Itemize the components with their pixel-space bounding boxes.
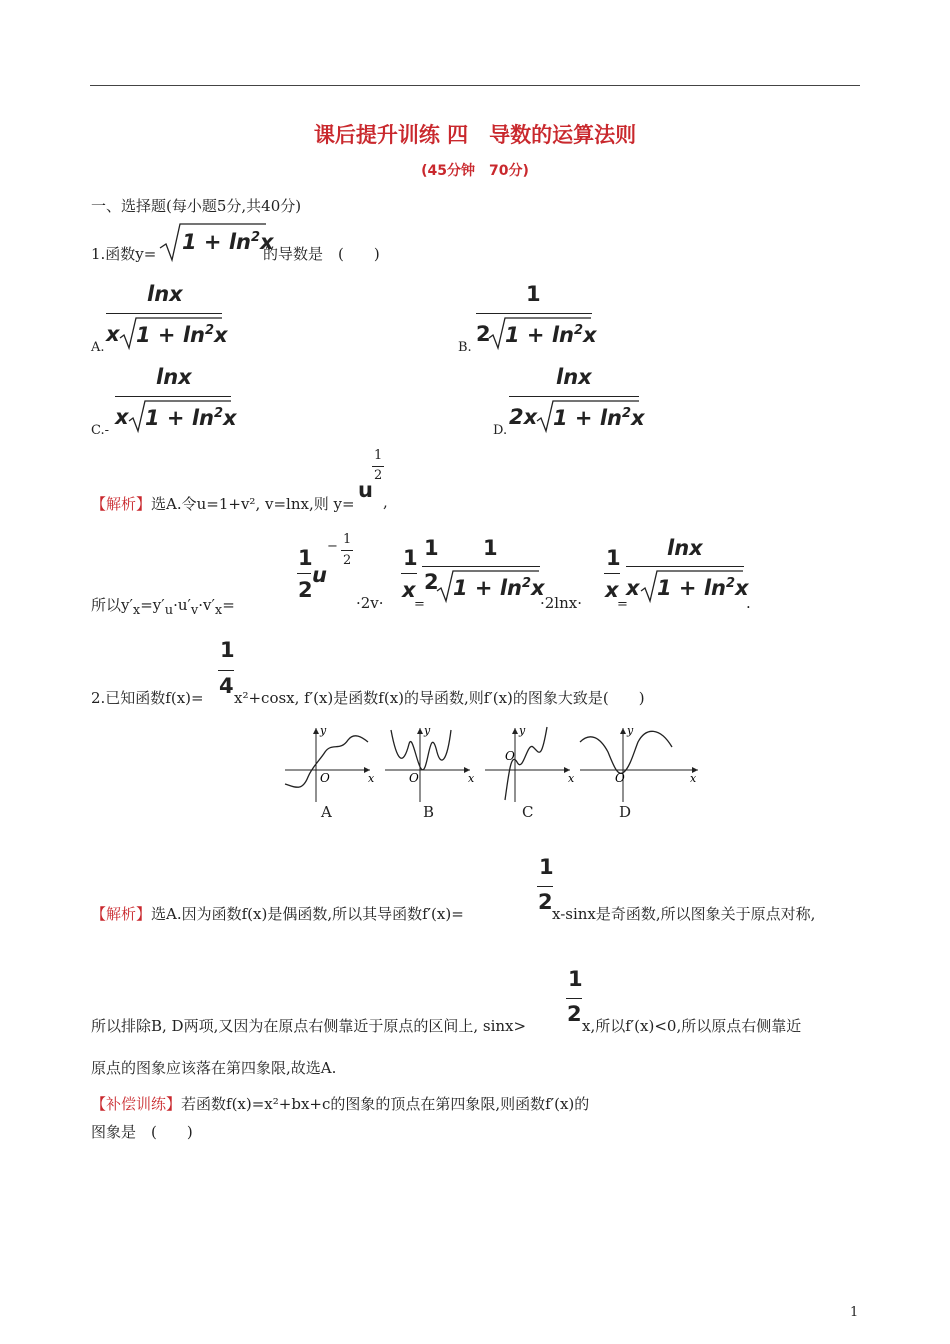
q1-analysis-exp-den: 2	[374, 468, 383, 483]
q2-analysis-line1b: x-sinx是奇函数,所以图象关于原点对称,	[552, 905, 816, 923]
q1-chain-neg: −	[327, 539, 338, 554]
q1-radicand: $1 + \ln^2x$	[182, 230, 274, 254]
q2-stem-suffix: x²+cosx, f′(x)是函数f(x)的导函数,则f′(x)的图象大致是( )	[234, 689, 645, 707]
q1-chain-b-radicand: $1 + \ln^2x$	[453, 576, 545, 600]
q1-option-c-numerator: lnx	[156, 365, 192, 389]
graph-c-axis-x: x	[568, 772, 575, 785]
q2-analysis-half-den: 2	[538, 890, 553, 914]
q1-chain-d-radicand: $1 + \ln^2x$	[657, 576, 749, 600]
analysis-tag: 【解析】	[91, 495, 152, 513]
q1-option-a-label: A.	[91, 340, 105, 355]
q2-quarter-bar	[218, 670, 234, 671]
bonus-tag: 【补偿训练】	[91, 1095, 182, 1113]
q1-chain-exp-num: 1	[343, 532, 352, 547]
q1-option-b-fraction-bar	[476, 313, 592, 314]
q1-option-a-x: x	[106, 322, 120, 346]
page-subtitle: (45分钟 70分)	[421, 163, 529, 179]
q2-analysis-half-num: 1	[539, 855, 554, 879]
page-number: 1	[850, 1305, 859, 1320]
q1-chain-1x-den: x	[402, 578, 416, 602]
q1-chain-eq2: =	[617, 597, 628, 612]
section-heading: 一、选择题(每小题5分,共40分)	[91, 197, 302, 215]
q1-chain-period: .	[746, 594, 751, 612]
graph-d-label: D	[619, 803, 632, 821]
q1-chain-d-bar	[626, 566, 744, 567]
q1-chain-exp-bar	[341, 550, 353, 551]
graph-c-origin: O	[505, 749, 515, 763]
q1-chain-b-bar	[438, 566, 540, 567]
q1-chain-half-bar	[297, 573, 311, 574]
q1-option-d-label: D.	[493, 423, 508, 438]
q2-analysis-half2-den: 2	[567, 1002, 582, 1026]
q1-chain-u: u	[312, 563, 327, 587]
q2-quarter-den: 4	[219, 674, 234, 698]
graph-a-origin: O	[320, 771, 330, 785]
q2-analysis-line2b: x,所以f′(x)<0,所以原点右侧靠近	[582, 1017, 802, 1035]
graph-a-axis-x: x	[368, 772, 375, 785]
q1-chain-1x-num: 1	[403, 546, 418, 570]
graph-a-label: A	[321, 803, 332, 821]
q2-analysis-half2-bar	[566, 998, 582, 999]
q1-option-d-radicand: $1 + \ln^2x$	[553, 406, 645, 430]
q1-chain-d-num: lnx	[667, 536, 703, 560]
q2-quarter-num: 1	[220, 638, 235, 662]
q1-chain-1x-bar	[401, 573, 417, 574]
q1-analysis-u: u	[358, 478, 373, 502]
q1-chain-exp-den: 2	[343, 553, 352, 568]
q1-analysis-line1: 【解析】选A.令u=1+v², v=lnx,则 y=	[91, 495, 355, 513]
q1-option-a-radicand: $1 + \ln^2x$	[136, 323, 228, 347]
graph-d-axis-x: x	[690, 772, 697, 785]
q1-analysis-exp-bar	[372, 466, 384, 467]
q1-option-c-radicand: $1 + \ln^2x$	[145, 406, 237, 430]
q1-stem-suffix: 的导数是 ( )	[263, 245, 380, 263]
graph-d-origin: O	[615, 771, 625, 785]
q1-analysis-exp-num: 1	[374, 448, 383, 463]
q1-stem-prefix: 1.函数y=	[91, 245, 157, 263]
q1-option-c-label: C.-	[91, 423, 110, 438]
q2-analysis-half-bar	[537, 886, 553, 887]
graph-a-axis-y: y	[320, 724, 327, 737]
q1-chain-c-bar	[604, 573, 620, 574]
q2-analysis-line2: 所以排除B, D两项,又因为在原点右侧靠近于原点的区间上, sinx>	[91, 1017, 527, 1035]
q1-chain-2v: ·2v·	[356, 594, 384, 612]
q1-chain-half-den: 2	[298, 578, 313, 602]
q2-stem-prefix: 2.已知函数f(x)=	[91, 689, 204, 707]
header-rule	[90, 85, 860, 86]
bonus-question: 【补偿训练】若函数f(x)=x²+bx+c的图象的顶点在第四象限,则函数f′(x)的	[91, 1095, 590, 1113]
q1-chain-a-bar	[422, 566, 438, 567]
page-title: 课后提升训练 四 导数的运算法则	[313, 123, 637, 147]
graph-c[interactable]	[485, 724, 575, 802]
q1-option-b-den-2: 2	[476, 322, 491, 346]
q1-option-b-numerator: 1	[526, 282, 541, 306]
graph-b-axis-x: x	[468, 772, 475, 785]
q1-option-d-numerator: lnx	[556, 365, 592, 389]
q1-chain-c-num: 1	[606, 546, 621, 570]
graph-c-label: C	[522, 803, 534, 821]
q1-chain-d-x: x	[626, 576, 640, 600]
q1-chain-b-num: 1	[483, 536, 498, 560]
q1-chain-eq: =	[414, 597, 425, 612]
graph-d-axis-y: y	[627, 724, 634, 737]
q1-chain-half-num: 1	[298, 546, 313, 570]
q1-option-d-den-2x: 2x	[509, 405, 538, 429]
q1-analysis-comma: ,	[383, 493, 388, 511]
q1-chain-2lnx: ·2lnx·	[540, 594, 582, 612]
q1-derivative-prefix: 所以$y'_x=y'_u\cdot u'_v\cdot v'_x=$	[91, 596, 235, 618]
analysis-tag-2: 【解析】	[91, 905, 152, 923]
q2-graph-options	[280, 722, 700, 822]
q1-option-c-x: x	[115, 405, 129, 429]
graph-b-label: B	[423, 803, 435, 821]
q1-option-b-label: B.	[458, 340, 472, 355]
q1-option-a-numerator: lnx	[147, 282, 183, 306]
q1-option-a-fraction-bar	[106, 313, 222, 314]
bonus-question-line2: 图象是 ( )	[91, 1123, 193, 1141]
graph-a[interactable]	[285, 724, 375, 802]
q1-option-d-fraction-bar	[509, 396, 639, 397]
q2-analysis-line1: 【解析】选A.因为函数f(x)是偶函数,所以其导函数f′(x)=	[91, 905, 464, 923]
q1-option-b-radicand: $1 + \ln^2x$	[505, 323, 597, 347]
graph-c-axis-y: y	[519, 724, 526, 737]
graph-b-origin: O	[409, 771, 419, 785]
q1-chain-a-den: 2	[424, 570, 439, 594]
q2-analysis-line3: 原点的图象应该落在第四象限,故选A.	[91, 1059, 337, 1077]
graph-d[interactable]	[580, 724, 698, 802]
q1-option-c-fraction-bar	[115, 396, 231, 397]
q1-chain-a-num: 1	[424, 536, 439, 560]
q2-analysis-half2-num: 1	[568, 967, 583, 991]
q1-chain-c-den: x	[605, 578, 619, 602]
graph-b[interactable]	[385, 724, 475, 802]
graph-b-axis-y: y	[424, 724, 431, 737]
